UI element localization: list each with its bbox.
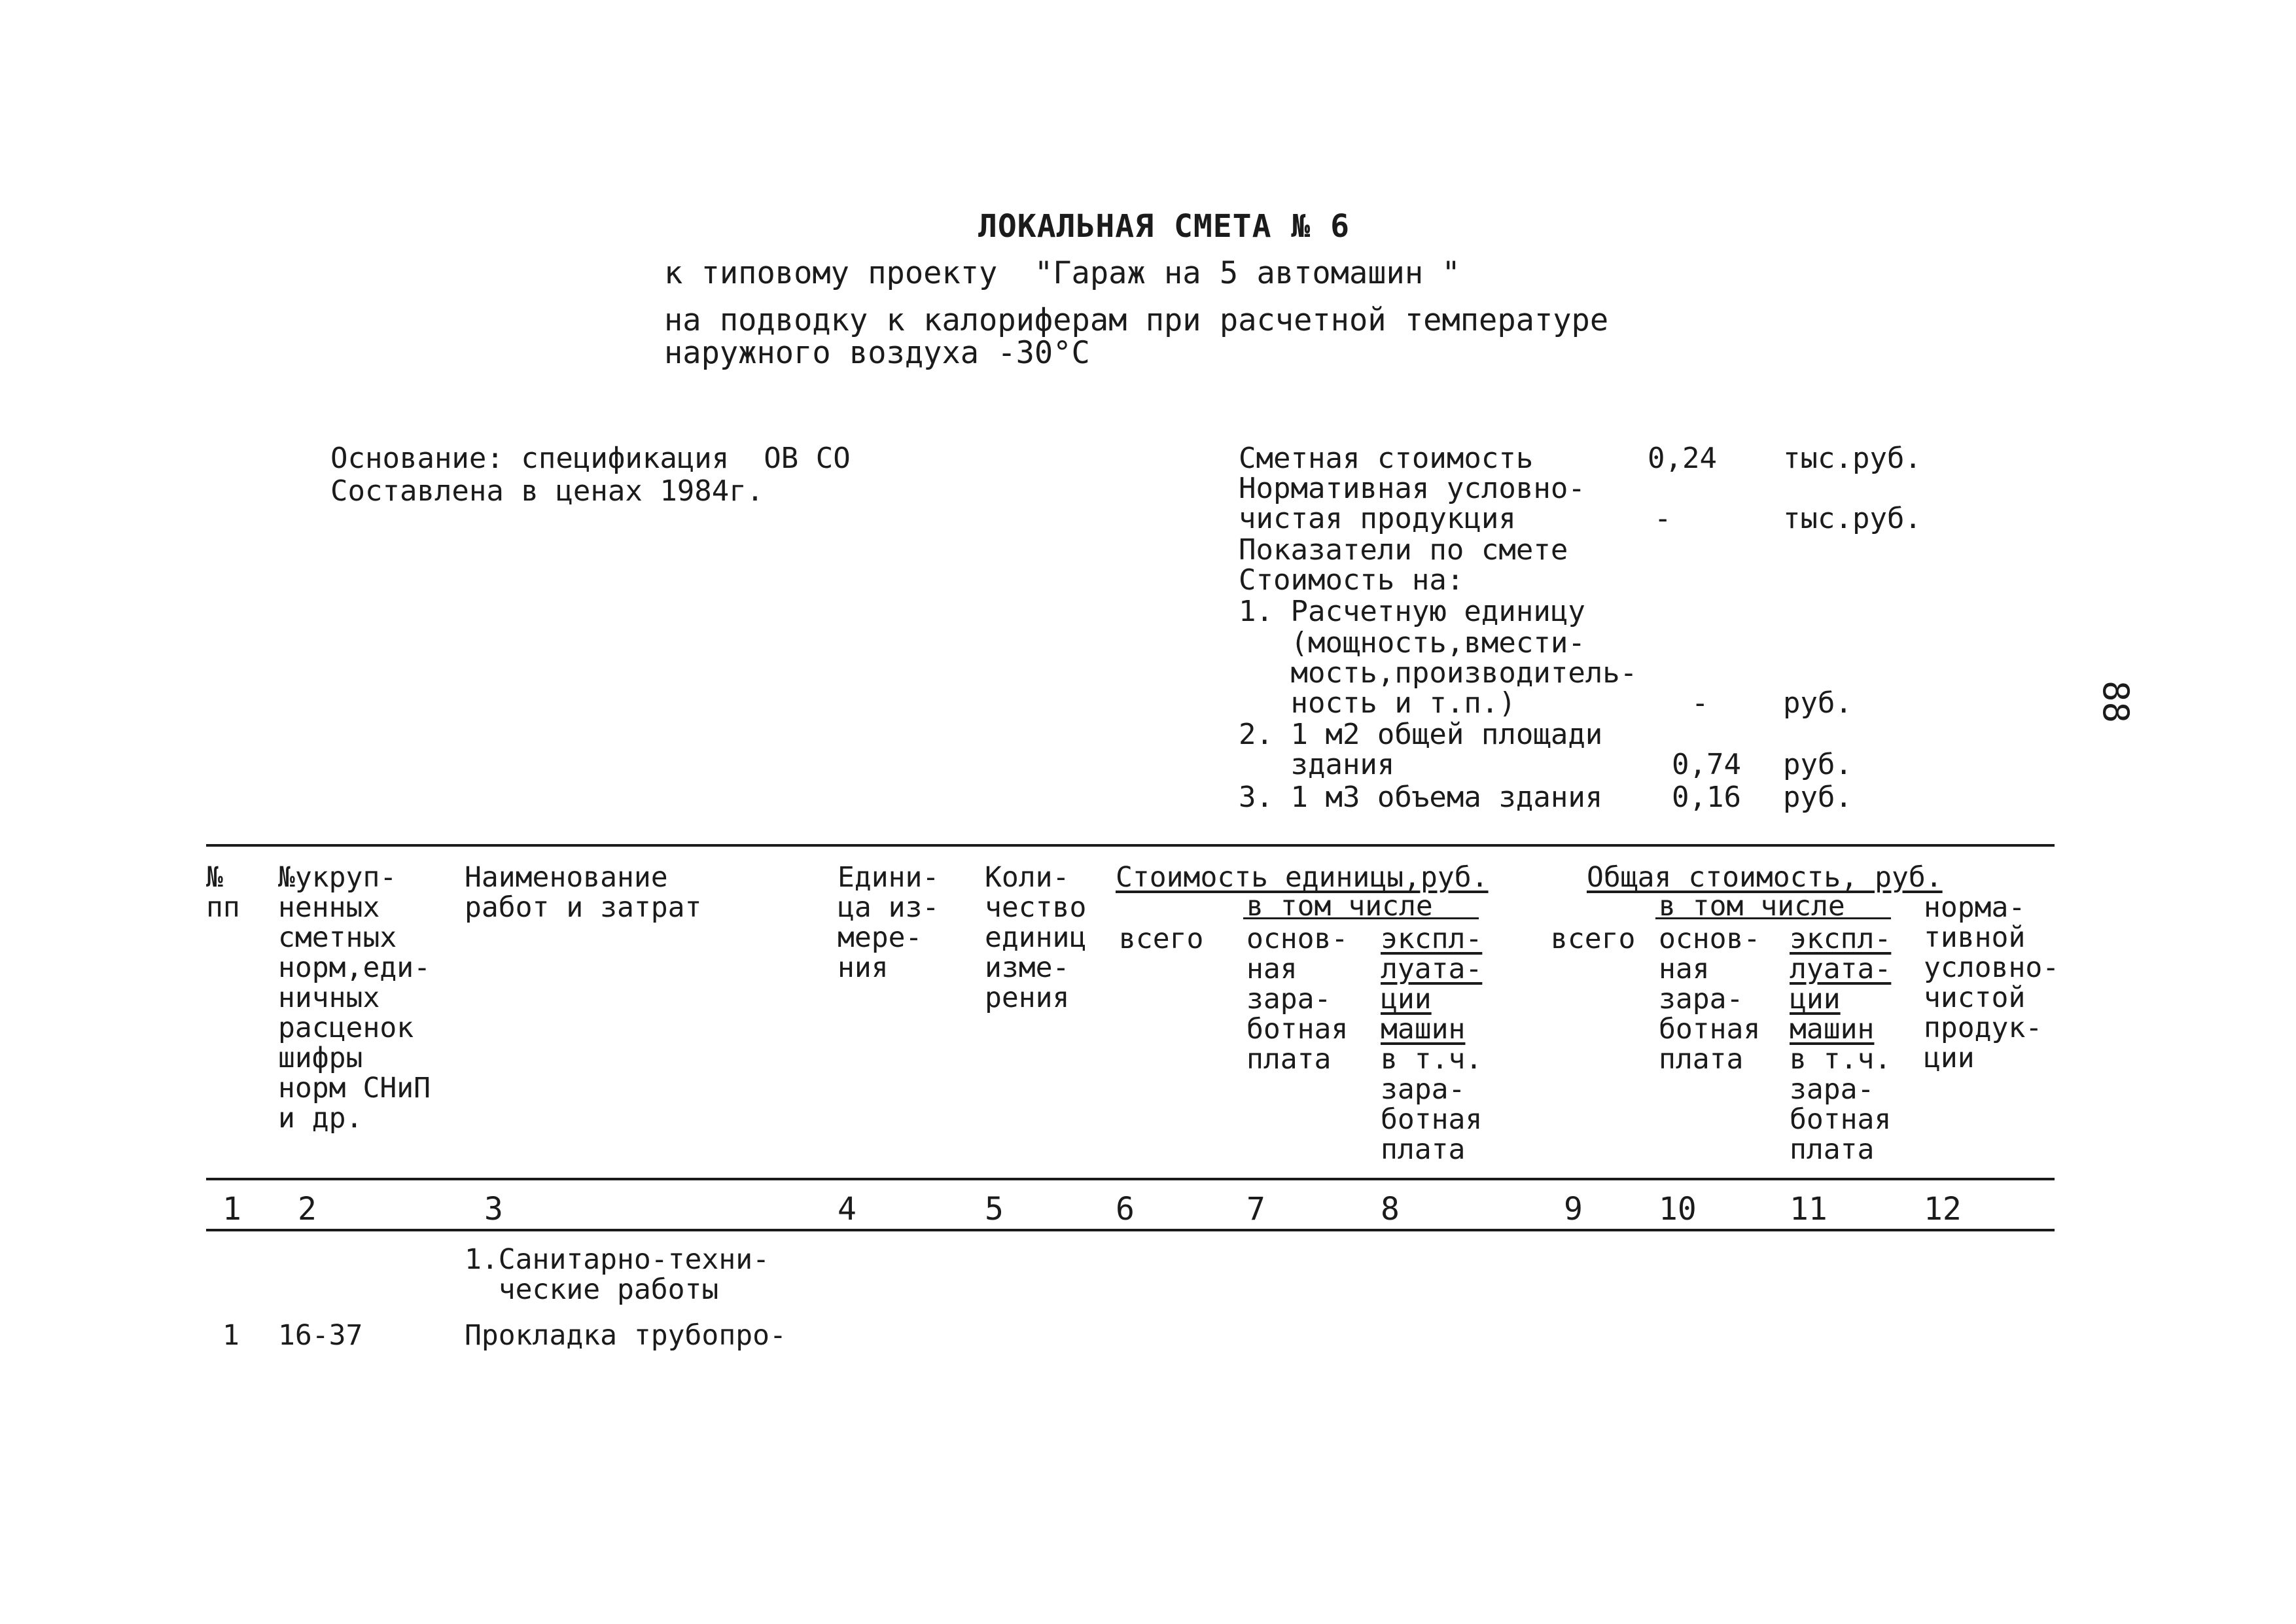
- norm-unit: тыс.руб.: [1783, 502, 1922, 535]
- item1-line2: (мощность,вмести-: [1239, 626, 1585, 660]
- norm-value: -: [1654, 502, 1672, 535]
- header-name: Наименование работ и затрат: [465, 861, 702, 924]
- column-number: 10: [1659, 1191, 1697, 1227]
- header-unit-machines: экспл- луата- ции машин: [1381, 923, 1483, 1046]
- subtitle-scope: на подводку к калориферам при расчетной температуре: [664, 302, 1609, 338]
- item2-value: 0,74: [1672, 748, 1741, 781]
- header-total-machines-wages: в т.ч. зара- ботная плата: [1790, 1043, 1892, 1166]
- item2-line2: здания: [1239, 748, 1395, 781]
- header-total-machines: экспл- луата- ции машин: [1790, 923, 1892, 1046]
- table-header-bottom-rule: [206, 1178, 2055, 1180]
- header-unit-wages: основ- ная зара- ботная плата: [1246, 923, 1349, 1076]
- header-quantity: Коли- чество единиц изме- рения: [985, 861, 1087, 1014]
- column-number: 9: [1564, 1191, 1583, 1227]
- header-total-all: всего: [1551, 923, 1636, 955]
- subtitle-temperature: наружного воздуха -30°С: [664, 335, 1090, 371]
- column-number: 4: [838, 1191, 857, 1227]
- column-number: 12: [1924, 1191, 1962, 1227]
- norm-label-2: чистая продукция: [1239, 502, 1516, 535]
- header-unit-incl: в том числе: [1246, 890, 1433, 923]
- item1-unit: руб.: [1783, 686, 1852, 720]
- table-top-rule: [206, 844, 2055, 847]
- column-number: 8: [1381, 1191, 1400, 1227]
- page-number: 88: [2095, 680, 2136, 724]
- document-title: ЛОКАЛЬНАЯ СМЕТА № 6: [978, 208, 1351, 245]
- header-net-product: норма- тивной условно- чистой продук- ции: [1924, 891, 2060, 1074]
- column-number: 1: [222, 1191, 241, 1227]
- header-total-wages: основ- ная зара- ботная плата: [1659, 923, 1761, 1076]
- column-number: 11: [1790, 1191, 1828, 1227]
- header-code: №укруп- ненных сметных норм,еди- ничных расценок шифры норм СНиП и др.: [278, 861, 431, 1135]
- item1-line4: ность и т.п.): [1239, 686, 1516, 720]
- cost-per-label: Стоимость на:: [1239, 563, 1464, 597]
- header-number: № пп: [206, 861, 240, 924]
- item3-line: 3. 1 м3 объема здания: [1239, 781, 1603, 814]
- row-name: Прокладка трубопро-: [465, 1319, 786, 1352]
- header-unit-cost-group: Стоимость единицы,руб.: [1116, 861, 1489, 894]
- item1-line1: 1. Расчетную единицу: [1239, 595, 1585, 628]
- column-number: 5: [985, 1191, 1004, 1227]
- item2-line1: 2. 1 м2 общей площади: [1239, 718, 1603, 751]
- item3-value: 0,16: [1672, 781, 1741, 814]
- header-unit-machines-wages: в т.ч. зара- ботная плата: [1381, 1043, 1483, 1166]
- cost-label: Сметная стоимость: [1239, 442, 1534, 475]
- cost-unit: тыс.руб.: [1783, 442, 1922, 475]
- item2-unit: руб.: [1783, 748, 1852, 781]
- column-number: 2: [298, 1191, 317, 1227]
- item1-line3: мость,производитель-: [1239, 656, 1638, 690]
- subtitle-project: к типовому проекту "Гараж на 5 автомашин ": [664, 255, 1460, 291]
- item3-unit: руб.: [1783, 781, 1852, 814]
- header-total-incl: в том числе: [1659, 890, 1845, 923]
- basis-line: Основание: спецификация ОВ СО: [330, 442, 851, 475]
- column-number: 6: [1116, 1191, 1135, 1227]
- column-number: 3: [484, 1191, 503, 1227]
- column-numbers-rule: [206, 1229, 2055, 1231]
- header-total-cost-group: Общая стоимость, руб.: [1587, 861, 1943, 894]
- norm-label-1: Нормативная условно-: [1239, 472, 1585, 505]
- header-unit-total: всего: [1119, 923, 1204, 955]
- section-title: 1.Санитарно-техни- ческие работы: [465, 1243, 769, 1306]
- prices-line: Составлена в ценах 1984г.: [330, 474, 764, 508]
- row-code: 16-37: [278, 1319, 363, 1352]
- indicators-label: Показатели по смете: [1239, 533, 1568, 567]
- item1-value: -: [1691, 686, 1709, 720]
- column-number: 7: [1246, 1191, 1265, 1227]
- header-unit: Едини- ца из- мере- ния: [838, 861, 940, 984]
- cost-value: 0,24: [1648, 442, 1717, 475]
- row-number: 1: [222, 1319, 239, 1352]
